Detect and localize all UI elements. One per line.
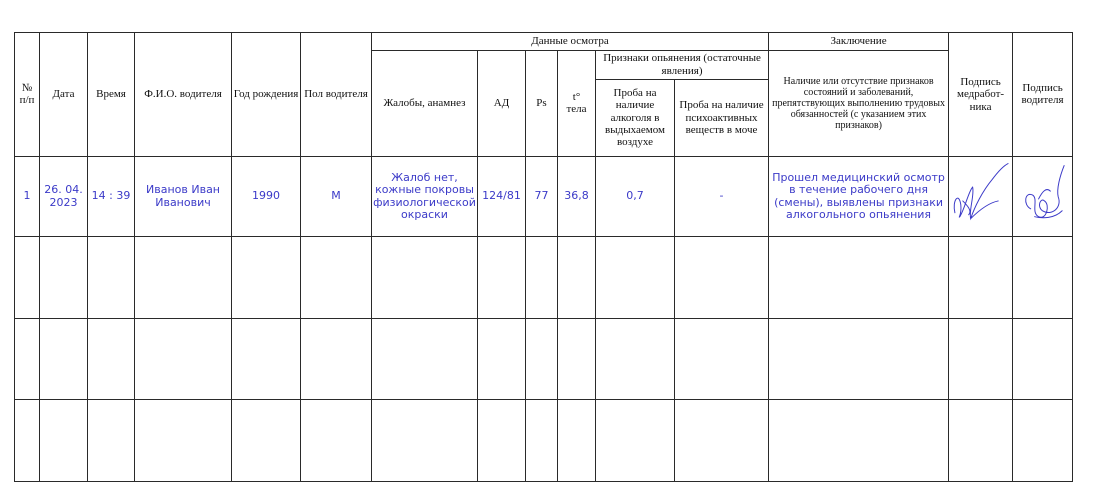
temperature-word: тела xyxy=(566,103,587,116)
header-alcohol-test: Проба на наличие алкоголя в выдыхаемом воздухе xyxy=(596,79,675,156)
header-blood-pressure: АД xyxy=(478,51,526,157)
header-fio: Ф.И.О. водителя xyxy=(135,33,232,157)
header-exam-data: Данные осмотра xyxy=(372,33,769,51)
cell-date: 26. 04. 2023 xyxy=(40,156,88,236)
header-pulse: Ps xyxy=(526,51,558,157)
temperature-symbol: t° xyxy=(572,91,581,104)
medic-signature-icon xyxy=(949,161,1012,233)
header-driver-signature: Подпись водителя xyxy=(1013,33,1073,157)
header-conclusion-description: Наличие или отсутствие признаков состояний и заболеваний, препятствующих выполнению трудовых обязанностей (с указанием этих признаков) xyxy=(769,51,949,157)
header-intoxication-signs: Признаки опьянения (остаточные явления) xyxy=(596,51,769,80)
cell-driver-signature xyxy=(1013,156,1073,236)
driver-signature-icon xyxy=(1013,161,1072,233)
header-conclusion: Заключение xyxy=(769,33,949,51)
header-temperature xyxy=(558,51,596,157)
cell-num: 1 xyxy=(15,156,40,236)
cell-medic-signature xyxy=(949,156,1013,236)
cell-birth-year: 1990 xyxy=(232,156,301,236)
header-row-1 xyxy=(15,33,1073,51)
cell-fio: Иванов Иван Иванович xyxy=(135,156,232,236)
header-num: № п/п xyxy=(15,33,40,157)
cell-conclusion: Прошел медицинский осмотр в течение рабочего дня (смены), выявлены признаки алкогольного опьянения xyxy=(769,156,949,236)
header-birth-year: Год рождения xyxy=(232,33,301,157)
header-date: Дата xyxy=(40,33,88,157)
cell-complaints: Жалоб нет, кожные покровы физиологической окраски xyxy=(372,156,478,236)
cell-sex: М xyxy=(301,156,372,236)
table-row xyxy=(15,318,1073,400)
cell-blood-pressure: 124/81 xyxy=(478,156,526,236)
cell-time: 14 : 39 xyxy=(88,156,135,236)
medical-exam-log-table xyxy=(14,32,1073,482)
header-drug-test: Проба на наличие психоактивных веществ в моче xyxy=(675,79,769,156)
table-row xyxy=(15,237,1073,319)
table-row xyxy=(15,156,1073,236)
cell-pulse: 77 xyxy=(526,156,558,236)
header-sex: Пол водителя xyxy=(301,33,372,157)
cell-temperature: 36,8 xyxy=(558,156,596,236)
header-complaints: Жалобы, анамнез xyxy=(372,51,478,157)
table-row xyxy=(15,400,1073,482)
cell-drug-test: - xyxy=(675,156,769,236)
cell-alcohol-test: 0,7 xyxy=(596,156,675,236)
header-medic-signature: Подпись медработ-ника xyxy=(949,33,1013,157)
header-time: Время xyxy=(88,33,135,157)
